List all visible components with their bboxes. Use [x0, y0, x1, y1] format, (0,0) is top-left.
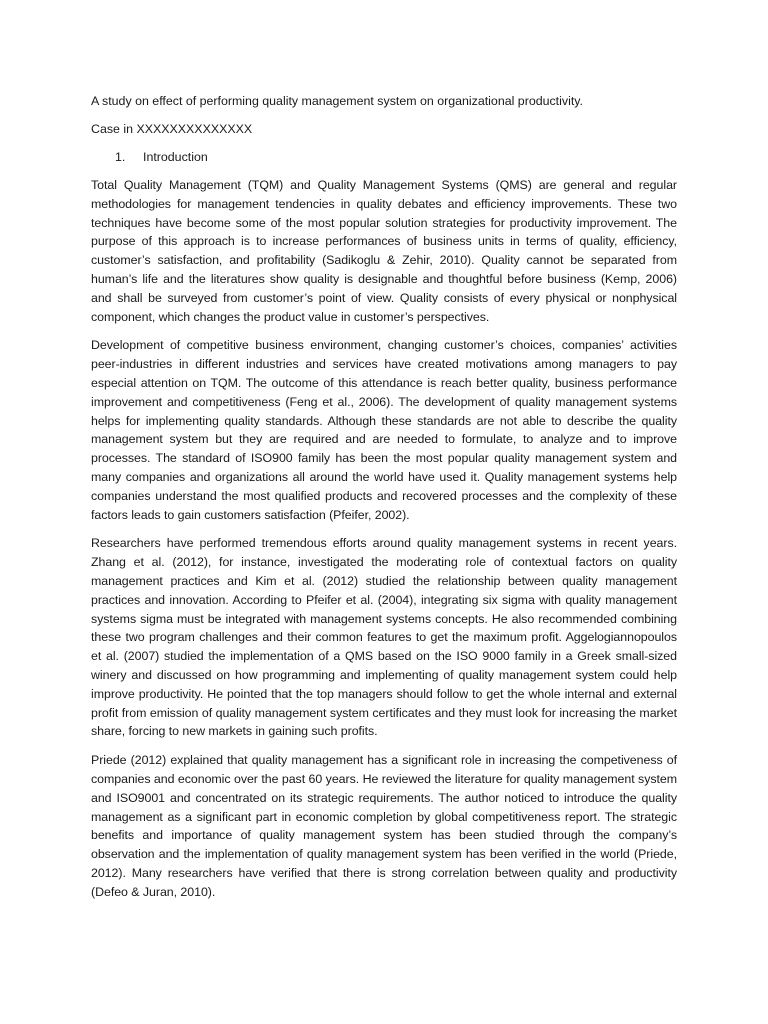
paragraph-4: Priede (2012) explained that quality management has a significant role in increasing the competiveness of companies and economic over the past 60 years. He reviewed the literature for quality management system and ISO9001 and concentrated on its strategic requirements. The author noticed to introduce the quality management as a significant part in economic completion by global competitiveness report. The strategic benefits and importance of quality management system has been studied through the company’s observation and the implementation of quality management system has been verified in the world (Priede, 2012). Many researchers have verified that there is strong correlation between quality and productivity (Defeo & Juran, 2010).: [91, 753, 677, 899]
case-line: Case in XXXXXXXXXXXXXX: [91, 122, 253, 136]
section-heading: [91, 148, 677, 166]
paragraph-2: Development of competitive business environment, changing customer’s choices, companies’ activities peer-industries in different industries and services have created motivations among managers to pay especial attention on TQM. The outcome of this attendance is reach better quality, business performance improvement and competitiveness (Feng et al., 2006). The development of quality management systems helps for implementing quality standards. Although these standards are not able to describe the quality management system but they are required and are needed to formulate, to analyze and to improve processes. The standard of ISO900 family has been the most popular quality management system and many companies and organizations all around the world have used it. Quality management systems help companies understand the most qualified products and recovered processes and the complexity of these factors leads to gain customers satisfaction (Pfeifer, 2002).: [91, 338, 677, 522]
paragraph-1: Total Quality Management (TQM) and Quality Management Systems (QMS) are general and regular methodologies for management tendencies in quality debates and efficiency improvements. These two techniques have become some of the most popular solution strategies for productivity improvement. The purpose of this approach is to increase performances of business units in terms of quality, efficiency, customer’s satisfaction, and profitability (Sadikoglu & Zehir, 2010). Quality cannot be separated from human’s life and the literatures show quality is designable and thoughtful before business (Kemp, 2006) and shall be surveyed from customer’s point of view. Quality consists of every physical or nonphysical component, which changes the product value in customer’s perspectives.: [91, 178, 677, 324]
section-title: Introduction: [143, 150, 208, 164]
paragraph-3: Researchers have performed tremendous efforts around quality management systems in recent years. Zhang et al. (2012), for instance, investigated the moderating role of contextual factors on quality management practices and Kim et al. (2012) studied the relationship between quality management practices and innovation. According to Pfeifer et al. (2004), integrating six sigma with quality management systems sigma must be integrated with management systems concepts. He also recommended combining these two program challenges and their common features to get the maximum profit. Aggelogiannopoulos et al. (2007) studied the implementation of a QMS based on the ISO 9000 family in a Greek small-sized winery and discussed on how programming and implementing of quality management system could help improve productivity. He pointed that the top managers should follow to get the whole internal and external profit from emission of quality management system certificates and they must look for increasing the market share, forcing to new markets in gaining such profits.: [91, 536, 677, 739]
document-body: [91, 92, 677, 911]
document-title: A study on effect of performing quality management system on organizational productivity.: [91, 94, 583, 108]
section-number: 1.: [115, 150, 126, 164]
